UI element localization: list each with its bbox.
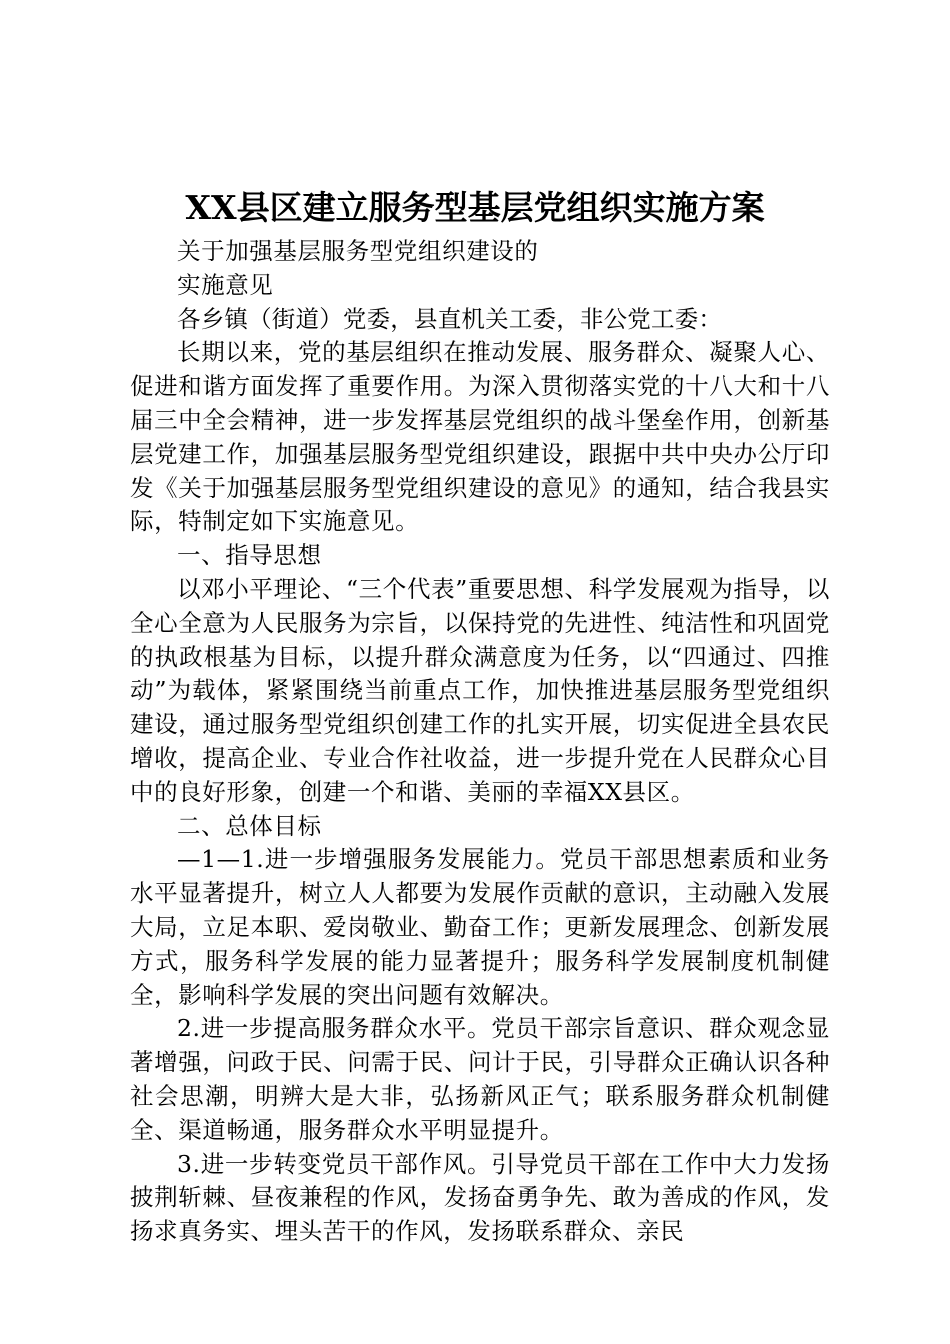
- paragraph-goal-3: 3.进一步转变党员干部作风。引导党员干部在工作中大力发扬披荆斩棘、昼夜兼程的作风，发扬奋勇争先、敢为善成的作风，发扬求真务实、埋头苦干的作风，发扬联系群众、亲民: [130, 1149, 830, 1246]
- section-heading-2: 二、总体目标: [177, 811, 322, 840]
- section-heading-1: 一、指导思想: [177, 541, 322, 570]
- subtitle-line-2: 实施意见: [177, 270, 274, 299]
- paragraph-guiding-thought: 以邓小平理论、“三个代表”重要思想、科学发展观为指导，以全心全意为人民服务为宗旨，以保持党的先进性、纯洁性和巩固党的执政根基为目标，以提升群众满意度为任务，以“四通过、四推动”为载体，紧紧围绕当前重点工作，加快推进基层服务型党组织建设，通过服务型党组织创建工作的扎实开展，切实促进全县农民增收，提高企业、专业合作社收益，进一步提升党在人民群众心目中的良好形象，创建一个和谐、美丽的幸福XX县区。: [130, 574, 830, 806]
- paragraph-goal-2: 2.进一步提高服务群众水平。党员干部宗旨意识、群众观念显著增强，问政于民、问需于民、问计于民，引导群众正确认识各种社会思潮，明辨大是大非，弘扬新风正气；联系服务群众机制健全、渠道畅通，服务群众水平明显提升。: [130, 1014, 830, 1144]
- document-title: XX县区建立服务型基层党组织实施方案: [185, 188, 765, 227]
- addressee: 各乡镇（街道）党委，县直机关工委，非公党工委：: [177, 304, 723, 333]
- paragraph-intro: 长期以来，党的基层组织在推动发展、服务群众、凝聚人心、促进和谐方面发挥了重要作用。为深入贯彻落实党的十八大和十八届三中全会精神，进一步发挥基层党组织的战斗堡垒作用，创新基层党建工作，加强基层服务型党组织建设，跟据中共中央办公厅印发《关于加强基层服务型党组织建设的意见》的通知，结合我县实际，特制定如下实施意见。: [130, 338, 830, 536]
- document-body: [130, 235, 830, 1249]
- subtitle-line-1: 关于加强基层服务型党组织建设的: [177, 237, 539, 265]
- paragraph-goal-1: —1—1.进一步增强服务发展能力。党员干部思想素质和业务水平显著提升，树立人人都要为发展作贡献的意识，主动融入发展大局，立足本职、爱岗敬业、勤奋工作；更新发展理念、创新发展方式，服务科学发展的能力显著提升；服务科学发展制度机制健全，影响科学发展的突出问题有效解决。: [130, 845, 830, 1009]
